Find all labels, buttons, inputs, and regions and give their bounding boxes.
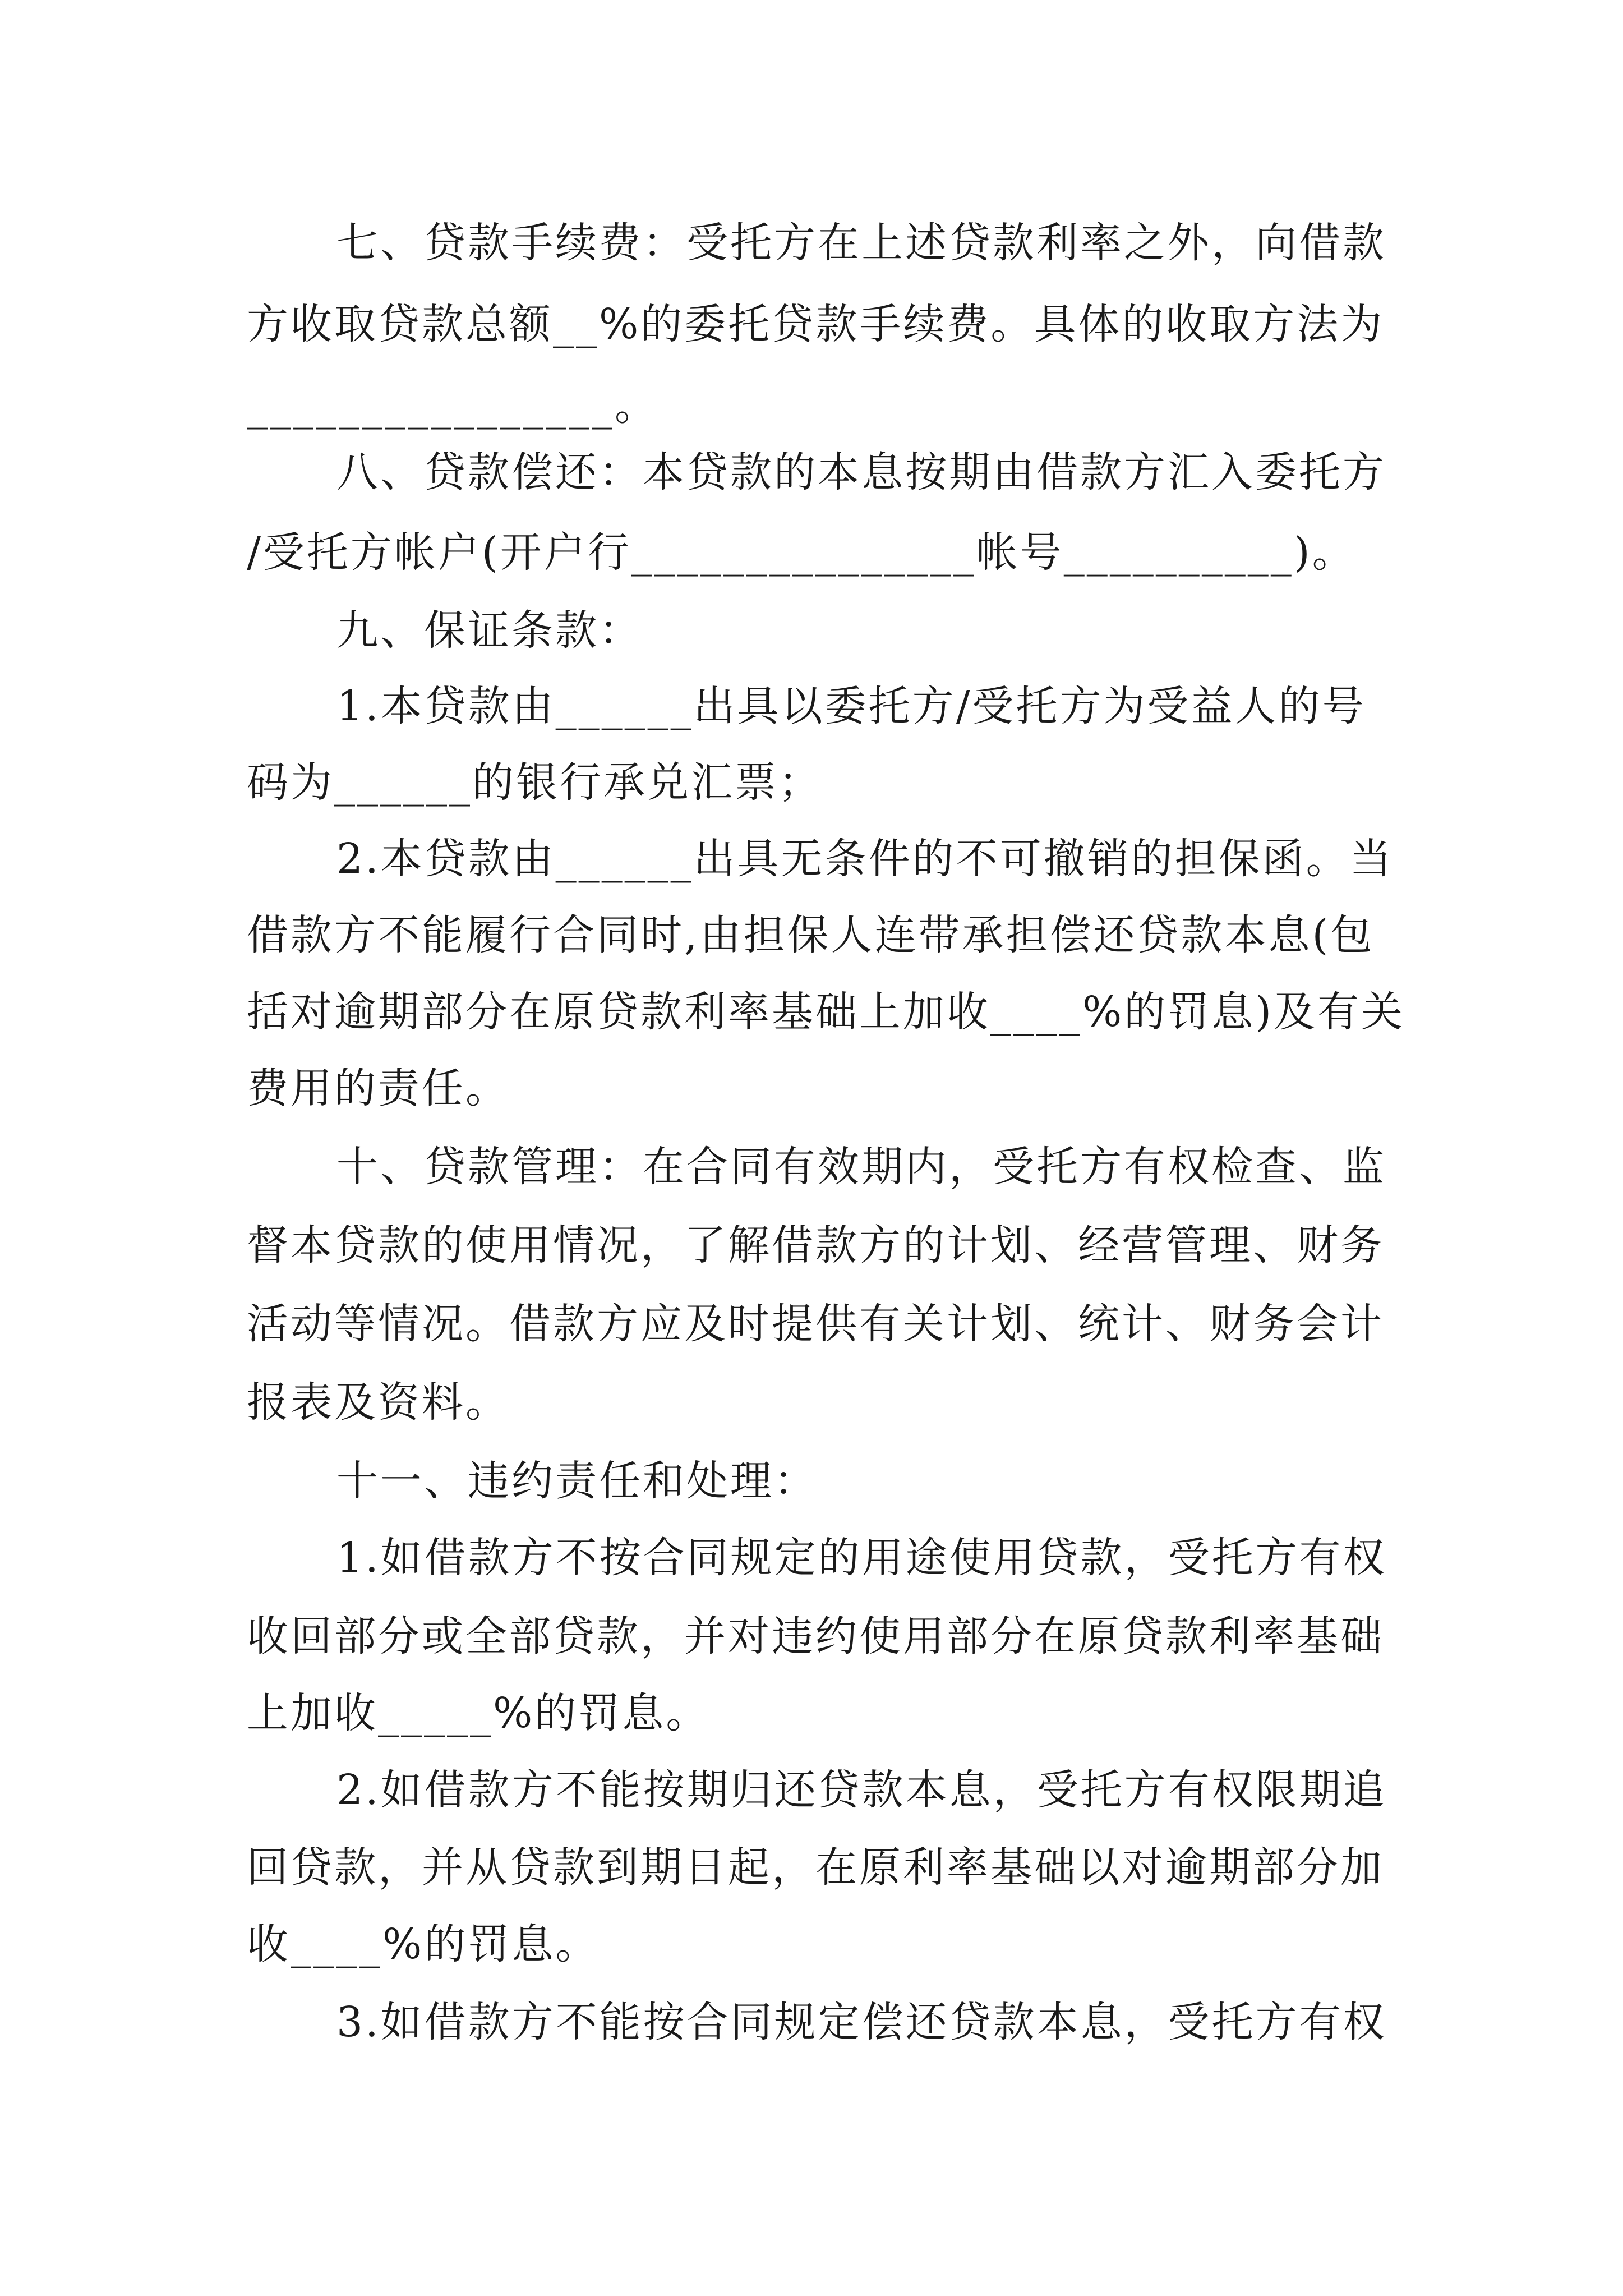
clause-10-line-3: 活动等情况。借款方应及时提供有关计划、统计、财务会计 bbox=[247, 1300, 1384, 1348]
clause-11-heading: 十一、违约责任和处理： bbox=[336, 1457, 818, 1505]
clause-11-item-1-line-1: 1.如借款方不按合同规定的用途使用贷款，受托方有权 bbox=[336, 1534, 1387, 1582]
clause-10-line-1: 十、贷款管理：在合同有效期内，受托方有权检查、监 bbox=[336, 1143, 1386, 1191]
clause-11-item-1-line-2: 收回部分或全部贷款，并对违约使用部分在原贷款利率基础 bbox=[247, 1612, 1384, 1660]
clause-8-line-1: 八、贷款偿还：本贷款的本息按期由借款方汇入委托方 bbox=[336, 448, 1386, 496]
clause-7-line-1: 七、贷款手续费：受托方在上述贷款利率之外，向借款 bbox=[336, 219, 1386, 267]
clause-11-item-1-line-3: 上加收_____%的罚息。 bbox=[247, 1689, 710, 1737]
clause-9-item-1-line-2: 码为______的银行承兑汇票； bbox=[247, 758, 822, 807]
clause-9-item-2-line-4: 费用的责任。 bbox=[247, 1064, 509, 1112]
clause-8-line-2: /受托方帐户(开户行_______________帐号__________)。 bbox=[247, 528, 1356, 577]
clause-11-item-2-line-3: 收____%的罚息。 bbox=[247, 1920, 600, 1968]
clause-9-item-1-line-1: 1.本贷款由______出具以委托方/受托方为受益人的号 bbox=[336, 682, 1366, 730]
clause-9-item-2-line-3: 括对逾期部分在原贷款利率基础上加收____%的罚息)及有关 bbox=[247, 988, 1405, 1036]
clause-11-item-3-line-1: 3.如借款方不能按合同规定偿还贷款本息，受托方有权 bbox=[336, 1998, 1387, 2046]
clause-10-line-2: 督本贷款的使用情况，了解借款方的计划、经营管理、财务 bbox=[247, 1221, 1384, 1269]
clause-11-item-2-line-2: 回贷款，并从贷款到期日起，在原利率基础以对逾期部分加 bbox=[247, 1843, 1384, 1892]
clause-10-line-4: 报表及资料。 bbox=[247, 1378, 509, 1427]
clause-9-heading: 九、保证条款： bbox=[336, 606, 643, 655]
clause-11-item-2-line-1: 2.如借款方不能按期归还贷款本息，受托方有权限期追 bbox=[336, 1766, 1387, 1814]
clause-7-line-2: 方收取贷款总额__%的委托贷款手续费。具体的收取方法为 bbox=[247, 300, 1385, 348]
clause-9-item-2-line-2: 借款方不能履行合同时,由担保人连带承担偿还贷款本息(包 bbox=[247, 911, 1375, 959]
clause-7-line-3: ________________。 bbox=[247, 381, 658, 430]
clause-9-item-2-line-1: 2.本贷款由______出具无条件的不可撤销的担保函。当 bbox=[336, 835, 1394, 883]
